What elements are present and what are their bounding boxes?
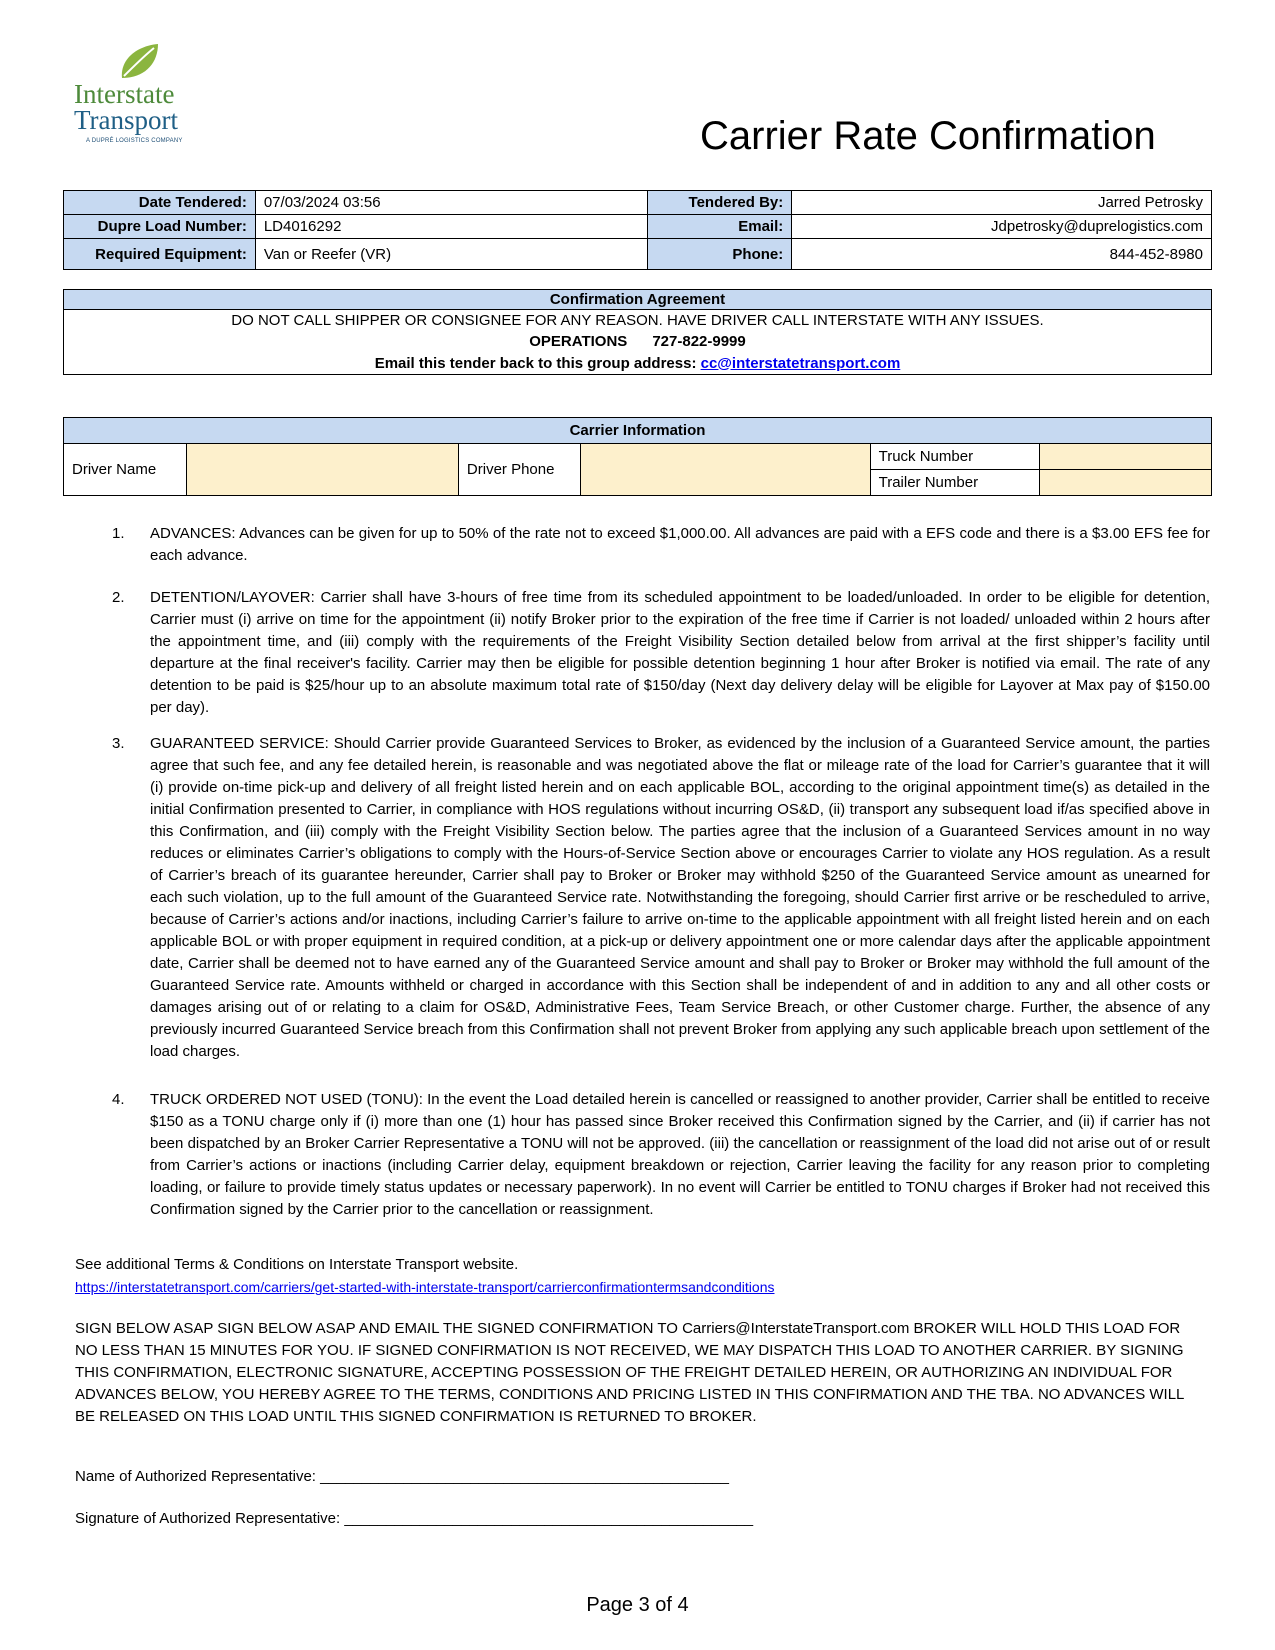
load-number-value: LD4016292 <box>255 215 648 239</box>
phone-label: Phone: <box>648 239 792 270</box>
email-value: Jdpetrosky@duprelogistics.com <box>792 215 1212 239</box>
term-number: 2. <box>112 589 125 606</box>
logo-tagline: A DUPRÉ LOGISTICS COMPANY <box>86 138 183 144</box>
operations-line <box>64 331 1212 352</box>
driver-phone-label: Driver Phone <box>458 444 580 496</box>
equipment-label: Required Equipment: <box>64 239 256 270</box>
phone-value: 844-452-8980 <box>792 239 1212 270</box>
page-title: Carrier Rate Confirmation <box>700 114 1156 158</box>
truck-number-input[interactable] <box>1039 444 1211 470</box>
term-text: ADVANCES: Advances can be given for up to 50% of the rate not to exceed $1,000.00. All advances are paid with a EFS code and there is a $3.00 EFS fee for each advance. <box>150 525 1210 564</box>
leaf-icon <box>118 42 162 82</box>
operations-label: OPERATIONS <box>529 333 628 350</box>
date-tendered-label: Date Tendered: <box>64 191 256 215</box>
sign-notice: SIGN BELOW ASAP SIGN BELOW ASAP AND EMAIL THE SIGNED CONFIRMATION TO Carriers@InterstateTransport.com BROKER WILL HOLD THIS LOAD FOR NO LESS THAN 15 MINUTES FOR YOU. IF SIGNED CONFIRMATION IS NOT RECEIVED, WE MAY DISPATCH THIS LOAD TO ANOTHER CARRIER. BY SIGNING THIS CONFIRMATION, ELECTRONIC SIGNATURE, ACCEPTING POSSESSION OF THE FREIGHT DETAILED HEREIN, OR AUTHORIZING AN INDIVIDUAL FOR ADVANCES BELOW, YOU HEREBY AGREE TO THE TERMS, CONDITIONS AND PRICING LISTED IN THIS CONFIRMATION AND THE TBA. NO ADVANCES WILL BE RELEASED ON THIS LOAD UNTIL THIS SIGNED CONFIRMATION IS RETURNED TO BROKER. <box>75 1320 1184 1425</box>
tender-details-table <box>63 190 1212 270</box>
term-number: 1. <box>112 525 125 542</box>
logo-line2: Transport <box>74 105 179 135</box>
load-number-label: Dupre Load Number: <box>64 215 256 239</box>
additional-terms-text: See additional Terms & Conditions on Interstate Transport website. <box>75 1256 519 1273</box>
driver-name-input[interactable] <box>186 444 458 496</box>
date-tendered-value: 07/03/2024 03:56 <box>255 191 648 215</box>
trailer-number-input[interactable] <box>1039 470 1211 496</box>
driver-phone-input[interactable] <box>580 444 870 496</box>
company-logo <box>68 42 208 152</box>
terms-url-container <box>75 1276 1195 1298</box>
carrier-info-header: Carrier Information <box>64 418 1212 444</box>
confirmation-line1: DO NOT CALL SHIPPER OR CONSIGNEE FOR ANY REASON. HAVE DRIVER CALL INTERSTATE WITH ANY ISSUES. <box>64 310 1212 332</box>
email-instruction <box>64 352 1212 375</box>
page-number: Page 3 of 4 <box>586 1594 689 1616</box>
operations-phone: 727-822-9999 <box>652 333 746 350</box>
name-of-representative-line[interactable]: Name of Authorized Representative: _________________________________________________ <box>75 1468 729 1485</box>
truck-number-label: Truck Number <box>870 444 1039 470</box>
driver-name-label: Driver Name <box>64 444 187 496</box>
equipment-value: Van or Reefer (VR) <box>255 239 648 270</box>
group-email-link[interactable]: cc@interstatetransport.com <box>700 354 901 372</box>
term-number: 3. <box>112 735 125 752</box>
email-label: Email: <box>648 215 792 239</box>
confirmation-header: Confirmation Agreement <box>64 290 1212 310</box>
term-text: TRUCK ORDERED NOT USED (TONU): In the event the Load detailed herein is cancelled or reassigned to another provider, Carrier shall be entitled to receive $150 as a TONU charge only if (i) more than one (1) hour has passed since Broker received this Confirmation signed by the Carrier, and (ii) if carrier has not been dispatched by an Broker Carrier Representative a TONU will not be approved. (iii) the cancellation or reassignment of the load did not arise out of or result from Carrier’s actions or inactions (including Carrier delay, equipment breakdown or rejection, Carrier leaving the facility for any reason prior to completing loading, or failure to provide timely status updates or necessary paperwork). In no event will Carrier be entitled to TONU charges if Broker had not received this Confirmation signed by the Carrier prior to the cancellation or reassignment. <box>150 1091 1210 1218</box>
signature-of-representative-line[interactable]: Signature of Authorized Representative: _________________________________________________ <box>75 1510 754 1527</box>
logo-line1: Interstate <box>74 79 175 109</box>
carrier-information-table <box>63 417 1212 496</box>
term-number: 4. <box>112 1091 125 1108</box>
terms-url-link[interactable]: https://interstatetransport.com/carriers/get-started-with-interstate-transport/carrierconfirmationtermsandconditions <box>75 1279 775 1295</box>
term-text: GUARANTEED SERVICE: Should Carrier provide Guaranteed Services to Broker, as evidenced by the inclusion of a Guaranteed Service amount, the parties agree that such fee, and any fee detailed herein, is reasonable and was negotiated above the flat or mileage rate of the load for Carrier’s guarantee that it will (i) provide on-time pick-up and delivery of all freight listed herein and on each applicable BOL, according to the original appointment time(s) as detailed in the initial Confirmation presented to Carrier, in compliance with HOS regulations without incurring OS&D, (ii) transport any subsequent load if/as specified above in this Confirmation, and (iii) comply with the Freight Visibility Section below. The parties agree that the inclusion of a Guaranteed Services amount in no way reduces or eliminates Carrier’s obligations to comply with the Hours-of-Service Section above or encourages Carrier to violate any HOS regulation. As a result of Carrier’s breach of its guarantee hereunder, Carrier shall pay to Broker or Broker may withhold $250 of the Guaranteed Service amount as unearned for each such violation, up to the full amount of the Guaranteed Service rate. Notwithstanding the foregoing, should Carrier first arrive or be rescheduled to arrive, because of Carrier’s actions and/or inactions, including Carrier’s failure to arrive on-time to the applicable appointment with all freight listed herein and on each applicable BOL or with proper equipment in required condition, at a pick-up or delivery appointment one or more calendar days after the applicable appointment date, Carrier shall be deemed not to have earned any of the Guaranteed Service amount and shall pay to Broker or Broker may withhold the full amount of the Guaranteed Service rate. Amounts withheld or charged in accordance with this Section shall be independent of and in addition to any and all other costs or damages arising out of or relating to a claim for OS&D, Administrative Fees, Team Service Breach, or other Customer charge. Further, the absence of any previously incurred Guaranteed Service breach from this Confirmation shall not prevent Broker from applying any such applicable breach upon settlement of the load charges. <box>150 735 1210 1060</box>
confirmation-agreement <box>63 289 1212 375</box>
trailer-number-label: Trailer Number <box>870 470 1039 496</box>
term-text: DETENTION/LAYOVER: Carrier shall have 3-hours of free time from its scheduled appointment to be loaded/unloaded. In order to be eligible for detention, Carrier must (i) arrive on time for the appointment (ii) notify Broker prior to the expiration of the free time if Carrier is not loaded/ unloaded within 2 hours after the appointment time, and (iii) comply with the requirements of the Freight Visibility Section detailed below from arrival at the first shipper’s facility until departure at the final receiver's facility. Carrier may then be eligible for possible detention beginning 1 hour after Broker is notified via email. The rate of any detention to be paid is $25/hour up to an absolute maximum total rate of $150/day (Next day delivery delay will be eligible for Layover at Max pay of $150.00 per day). <box>150 589 1210 716</box>
tendered-by-value: Jarred Petrosky <box>792 191 1212 215</box>
tendered-by-label: Tendered By: <box>648 191 792 215</box>
email-instruction-text: Email this tender back to this group address: <box>374 354 697 372</box>
